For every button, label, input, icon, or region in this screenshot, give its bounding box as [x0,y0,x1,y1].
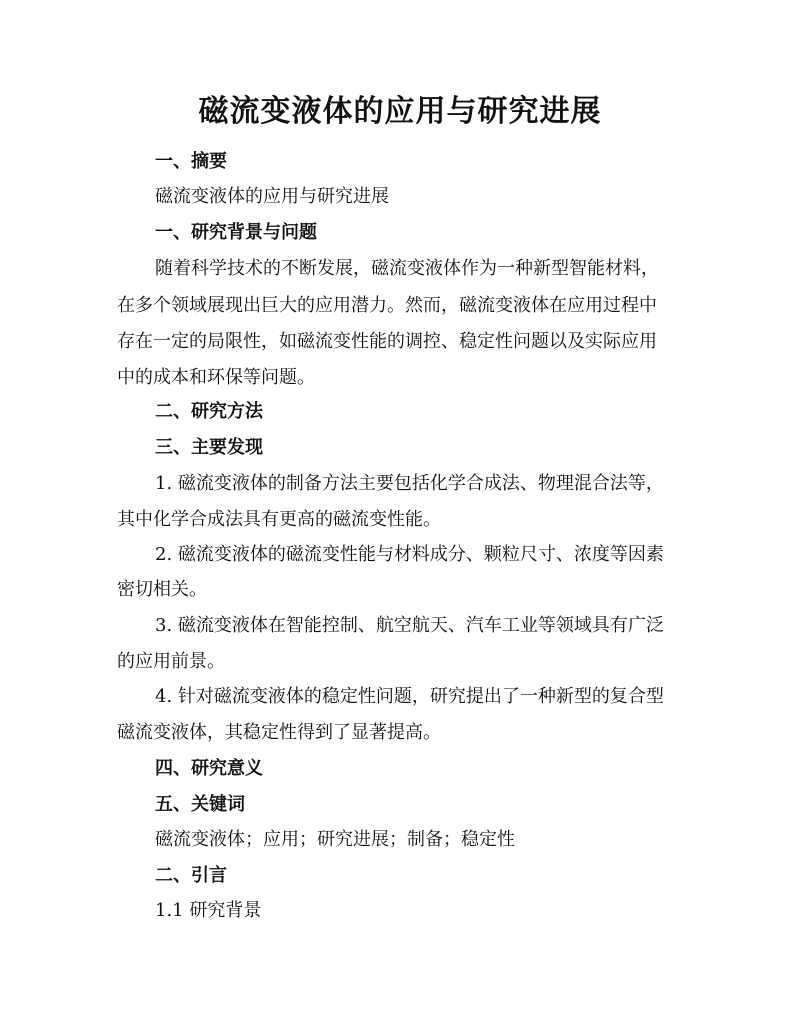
background-heading: 一、研究背景与问题 [155,222,317,243]
background-line-2: 在多个领域展现出巨大的应用潜力。然而，磁流变液体在应用过程中 [117,295,657,316]
keywords-text: 磁流变液体；应用；研究进展；制备；稳定性 [155,829,515,850]
findings-heading: 三、主要发现 [155,437,263,458]
abstract-text: 磁流变液体的应用与研究进展 [155,186,389,207]
keywords-heading: 五、关键词 [155,794,245,815]
background-line-4: 中的成本和环保等问题。 [117,367,315,388]
background-line-3: 存在一定的局限性，如磁流变性能的调控、稳定性问题以及实际应用 [117,331,657,352]
significance-heading: 四、研究意义 [155,758,263,779]
abstract-heading: 一、摘要 [155,151,227,172]
finding-2-line-2: 密切相关。 [117,579,207,600]
finding-4-line-1: 4. 针对磁流变液体的稳定性问题，研究提出了一种新型的复合型 [155,686,664,707]
subsection-heading: 1.1 研究背景 [155,900,262,921]
methods-heading: 二、研究方法 [155,401,263,422]
finding-3-line-1: 3. 磁流变液体在智能控制、航空航天、汽车工业等领域具有广泛 [155,615,664,636]
document-title: 磁流变液体的应用与研究进展 [198,94,602,129]
finding-4-line-2: 磁流变液体，其稳定性得到了显著提高。 [117,722,441,743]
intro-heading: 二、引言 [155,865,227,886]
finding-2-line-1: 2. 磁流变液体的磁流变性能与材料成分、颗粒尺寸、浓度等因素 [155,544,664,565]
finding-3-line-2: 的应用前景。 [117,651,225,672]
finding-1-line-1: 1. 磁流变液体的制备方法主要包括化学合成法、物理混合法等， [155,473,664,494]
finding-1-line-2: 其中化学合成法具有更高的磁流变性能。 [117,509,441,530]
background-line-1: 随着科学技术的不断发展，磁流变液体作为一种新型智能材料， [155,258,659,279]
